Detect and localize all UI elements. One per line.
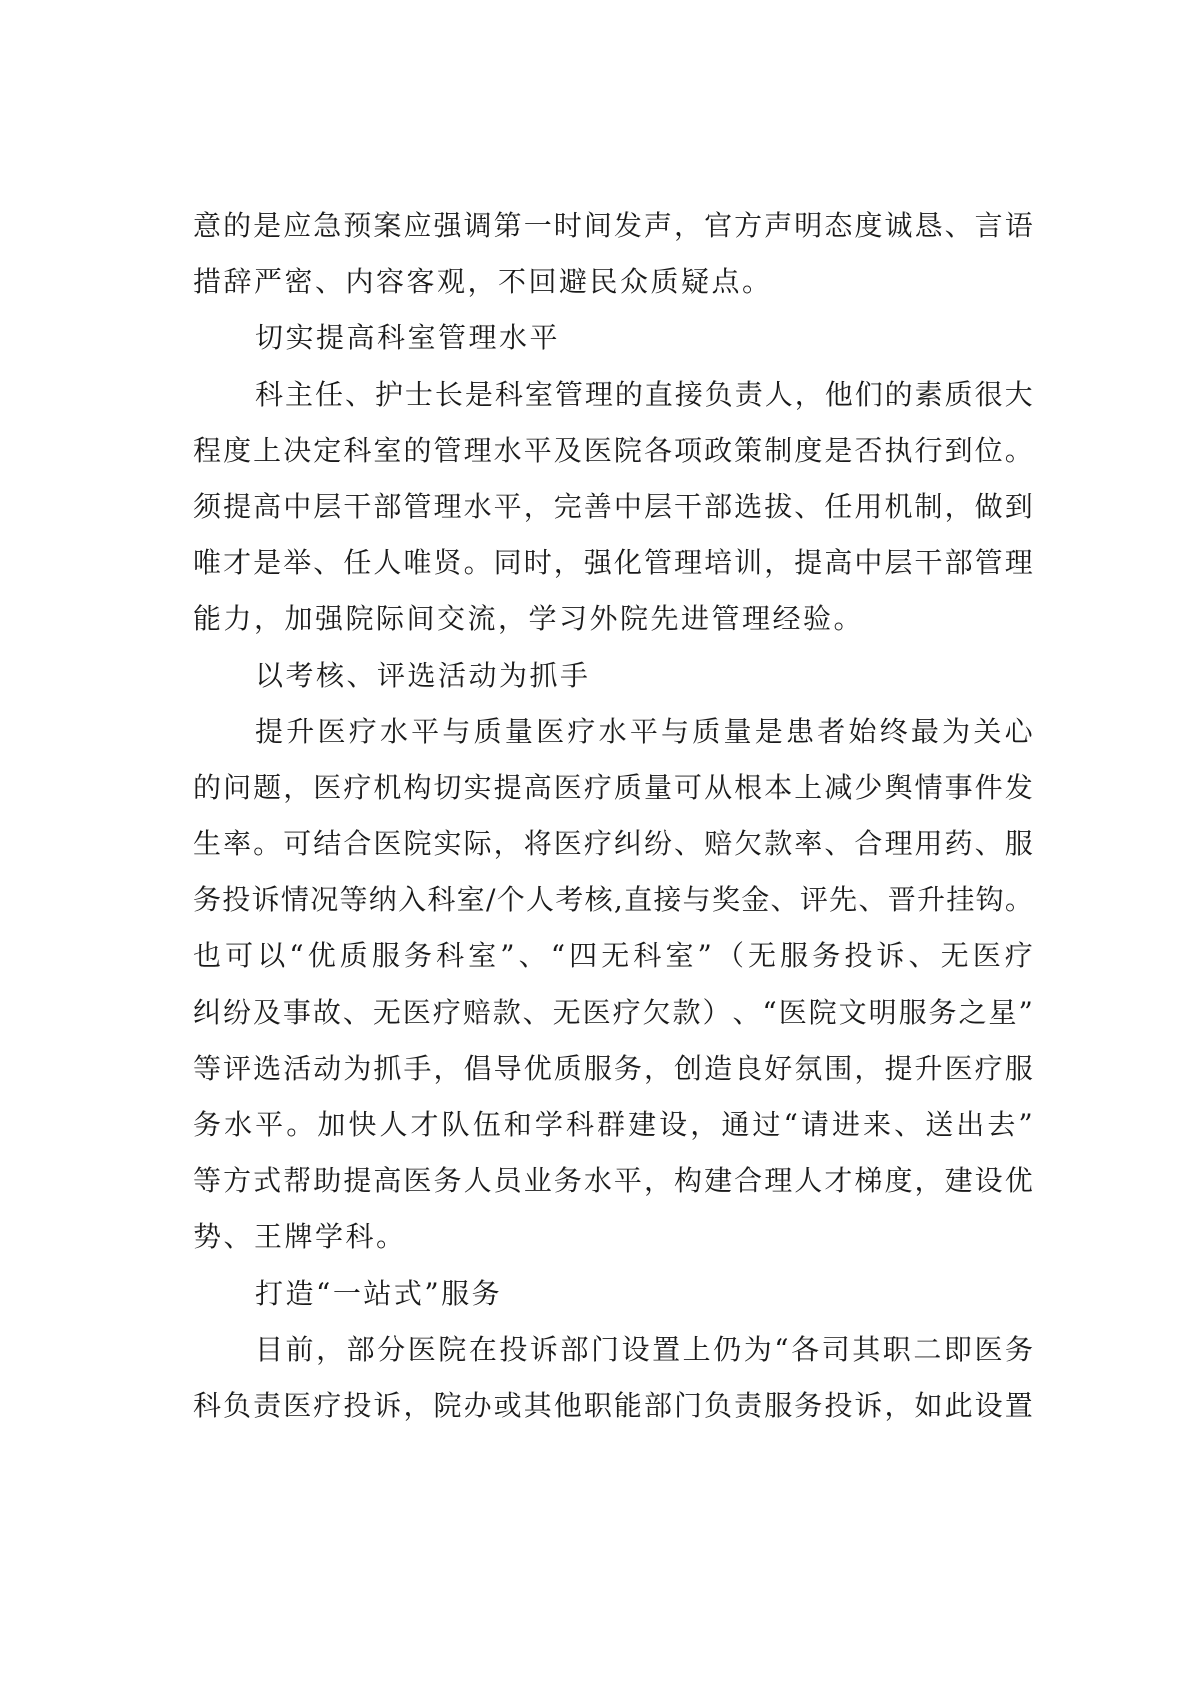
document-body — [193, 198, 1033, 1434]
text-line: 打造“一站式”服务 — [255, 1276, 503, 1310]
text-line: 务 投 诉 情 况 等 纳 入 科 室 / 个 人 考 核 , 直 接 与 奖 金 、 评 先 、 晋 升 挂 钩 。 — [193, 883, 1033, 917]
text-line: 也 可 以 “ 优 质 服 务 科 室 ” 、 “ 四 无 科 室 ” （ 无 服 务 投 诉 、 无 医 疗 — [193, 939, 1033, 973]
text-line: 等 评 选 活 动 为 抓 手 ， 倡 导 优 质 服 务 ， 创 造 良 好 氛 围 ， 提 升 医 疗 服 — [193, 1051, 1033, 1085]
text-line: 势、王牌学科。 — [193, 1220, 407, 1254]
text-line: 能力，加强院际间交流，学习外院先进管理经验。 — [193, 602, 865, 636]
text-line: 以考核、评选活动为抓手 — [255, 658, 591, 692]
text-line: 意 的 是 应 急 预 案 应 强 调 第 一 时 间 发 声 ， 官 方 声 明 态 度 诚 恳 、 言 语 — [193, 209, 1033, 242]
text-line: 须 提 高 中 层 干 部 管 理 水 平 ， 完 善 中 层 干 部 选 拔 、 任 用 机 制 ， 做 到 — [193, 489, 1033, 523]
text-line: 纠 纷 及 事 故 、 无 医 疗 赔 款 、 无 医 疗 欠 款 ） 、 “ 医 院 文 明 服 务 之 星 ” — [193, 995, 1033, 1029]
text-line: 生 率 。 可 结 合 医 院 实 际 ， 将 医 疗 纠 纷 、 赔 欠 款 率 、 合 理 用 药 、 服 — [193, 827, 1033, 861]
text-line: 切实提高科室管理水平 — [255, 321, 561, 355]
text-line: 务 水 平 。 加 快 人 才 队 伍 和 学 科 群 建 设 ， 通 过 “ 请 进 来 、 送 出 去 ” — [193, 1108, 1033, 1141]
text-line: 程 度 上 决 定 科 室 的 管 理 水 平 及 医 院 各 项 政 策 制 度 是 否 执 行 到 位 。 — [193, 433, 1033, 467]
text-line: 目 前 ， 部 分 医 院 在 投 诉 部 门 设 置 上 仍 为 “ 各 司 其 职 二 即 医 务 — [255, 1332, 1033, 1366]
text-line: 等 方 式 帮 助 提 高 医 务 人 员 业 务 水 平 ， 构 建 合 理 人 才 梯 度 ， 建 设 优 — [193, 1164, 1033, 1198]
text-line: 科 主 任 、 护 士 长 是 科 室 管 理 的 直 接 负 责 人 ， 他 们 的 素 质 很 大 — [255, 377, 1033, 411]
text-line: 唯 才 是 举 、 任 人 唯 贤 。 同 时 ， 强 化 管 理 培 训 ， 提 高 中 层 干 部 管 理 — [193, 546, 1033, 580]
text-line: 措辞严密、内容客观，不回避民众质疑点。 — [193, 265, 773, 299]
text-line: 的 问 题 ， 医 疗 机 构 切 实 提 高 医 疗 质 量 可 从 根 本 上 减 少 舆 情 事 件 发 — [193, 770, 1033, 804]
text-line: 科 负 责 医 疗 投 诉 ， 院 办 或 其 他 职 能 部 门 负 责 服 务 投 诉 ， 如 此 设 置 — [193, 1388, 1033, 1422]
text-line: 提 升 医 疗 水 平 与 质 量 医 疗 水 平 与 质 量 是 患 者 始 终 最 为 关 心 — [255, 714, 1033, 748]
